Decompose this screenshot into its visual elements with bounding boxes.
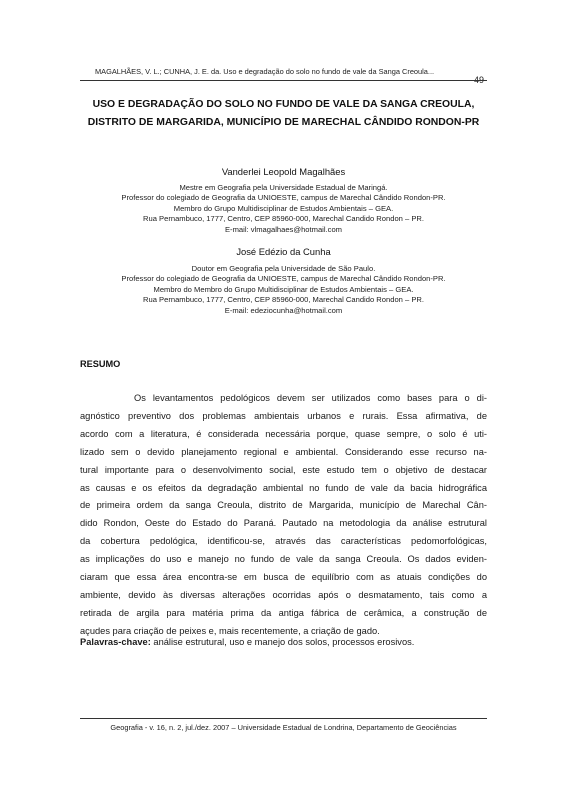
abstract-line: Os levantamentos pedológicos devem ser utilizados como bases para o di- — [134, 393, 487, 403]
abstract-line: ciaram que essa área encontra-se em busca de equilíbrio com as atuais condições do — [80, 572, 487, 583]
keywords — [80, 637, 414, 647]
author-name: José Edézio da Cunha — [236, 246, 331, 257]
affiliation-email: E-mail: edeziocunha@hotmail.com — [224, 305, 343, 315]
abstract-body — [80, 390, 487, 641]
author-name: Vanderlei Leopold Magalhães — [221, 166, 346, 177]
affiliation-line: Membro do Membro do Grupo Multidisciplinar de Estudos Ambientais – GEA. — [153, 284, 414, 294]
abstract-line: da cobertura pedológica, identificou-se, através das características pedomorfológicas, — [80, 536, 487, 547]
header-rule — [80, 80, 487, 81]
author-affiliation — [80, 264, 487, 316]
keywords-label: Palavras-chave: — [80, 637, 151, 647]
keywords-text: análise estrutural, uso e manejo dos solos, processos erosivos. — [150, 637, 415, 647]
abstract-line: acordo com a literatura, é considerada necessária porque, quase sempre, o solo é uti- — [80, 428, 487, 439]
abstract-line: tural importante para o desenvolvimento social, este estudo tem o objetivo de destacar — [80, 464, 487, 475]
affiliation-line: Mestre em Geografia pela Universidade Estadual de Maringá. — [179, 183, 388, 192]
affiliation-line: Rua Pernambuco, 1777, Centro, CEP 85960-000, Marechal Candido Rondon – PR. — [142, 214, 424, 224]
journal-footer: Geografia - v. 16, n. 2, jul./dez. 2007 – Universidade Estadual de Londrina, Departamento de Geociências — [110, 723, 457, 732]
title-line: DISTRITO DE MARGARIDA, MUNICÍPIO DE MARECHAL CÂNDIDO RONDON-PR — [87, 117, 480, 128]
abstract-heading: RESUMO — [80, 359, 121, 369]
abstract-line: agnóstico preventivo dos problemas ambientais urbanos e rurais. Essa afirmativa, de — [80, 410, 487, 421]
title-line: USO E DEGRADAÇÃO DO SOLO NO FUNDO DE VALE DA SANGA CREOULA, — [92, 99, 475, 110]
author-affiliation — [80, 183, 487, 235]
affiliation-line: Rua Pernambuco, 1777, Centro, CEP 85960-000, Marechal Candido Rondon – PR. — [142, 295, 424, 305]
abstract-line: de primeira ordem da sanga Creoula, distrito de Margarida, município de Marechal Cân- — [80, 500, 487, 511]
running-header: MAGALHÃES, V. L.; CUNHA, J. E. da. Uso e degradação do solo no fundo de vale da Sanga Creoula... — [95, 67, 435, 76]
abstract-line: retirada de argila para matéria prima da antiga fábrica de cerâmica, a construção de — [80, 607, 487, 618]
affiliation-line: Professor do colegiado de Geografia da UNIOESTE, campus de Marechal Cândido Rondon-PR. — [121, 274, 446, 284]
abstract-line: ambiente, devido às diversas alterações ocorridas após o desmatamento, tais como a — [80, 589, 487, 600]
abstract-line: dido Rondon, Oeste do Estado do Paraná. Pautado na metodologia da análise estrutural — [80, 518, 487, 529]
abstract-line: açudes para criação de peixes e, mais recentemente, a criação de gado. — [80, 625, 380, 636]
abstract-line: as causas e os efeitos da degradação ambiental no fundo de vale da bacia hidrográfica — [80, 482, 487, 493]
page-number: 49 — [474, 75, 485, 85]
abstract-line: lizado sem o devido planejamento regional e ambiental. Considerando esse recurso na- — [80, 446, 487, 457]
article-title — [80, 96, 487, 132]
abstract-line: as implicações do uso e manejo no fundo de vale da sanga Creoula. Os dados eviden- — [80, 554, 487, 565]
affiliation-line: Professor do colegiado de Geografia da UNIOESTE, campus de Marechal Cândido Rondon-PR. — [121, 193, 446, 203]
affiliation-email: E-mail: vlmagalhaes@hotmail.com — [224, 224, 342, 234]
footer-rule — [80, 718, 487, 719]
affiliation-line: Membro do Grupo Multidisciplinar de Estudos Ambientais – GEA. — [173, 203, 394, 213]
affiliation-line: Doutor em Geografia pela Universidade de São Paulo. — [191, 264, 376, 273]
